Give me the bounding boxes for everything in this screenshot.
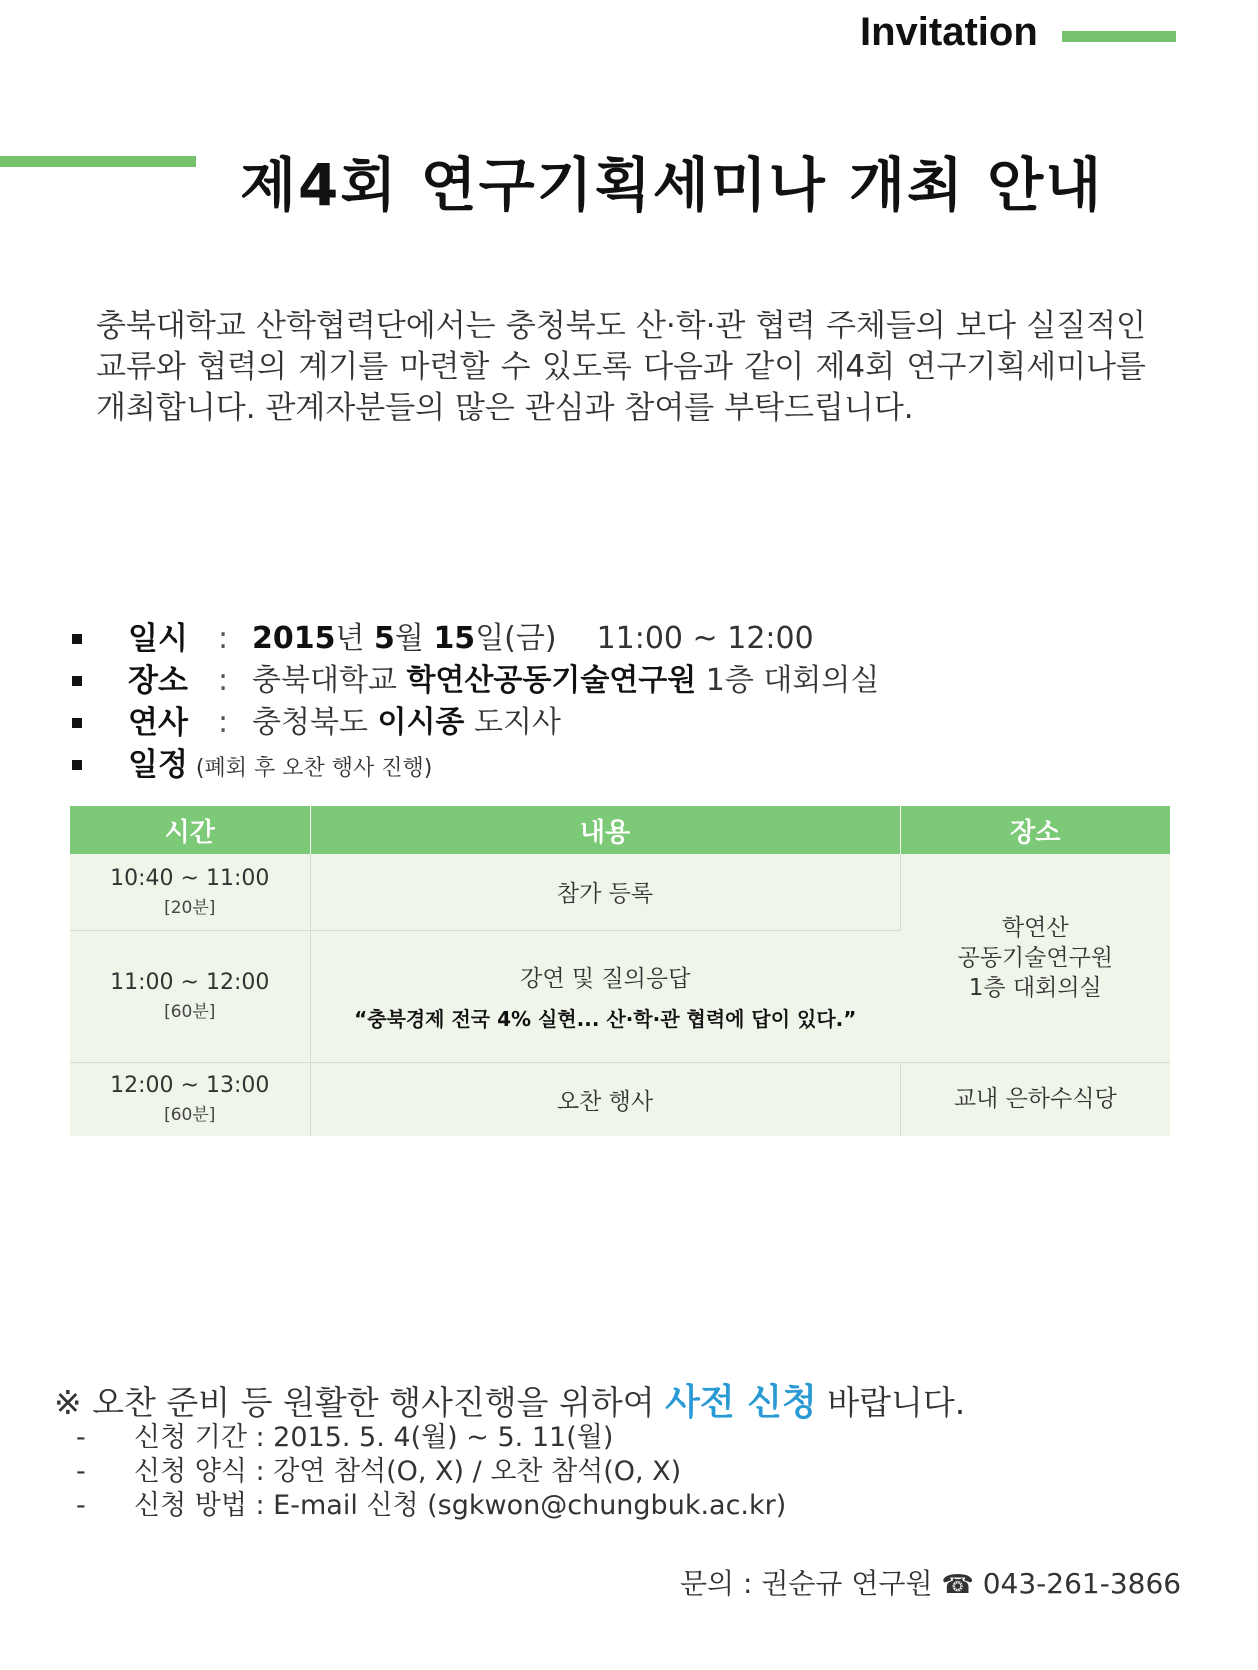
page-title: 제4회 연구기획세미나 개최 안내 xyxy=(240,151,1104,219)
invitation-label: Invitation xyxy=(860,10,1038,54)
content-cell xyxy=(310,854,900,930)
place-room: 1층 대회의실 xyxy=(696,663,880,698)
duration: [60분] xyxy=(164,1105,216,1126)
time-range: 12:00 ~ 13:00 xyxy=(110,1073,270,1099)
dash: - xyxy=(76,1456,86,1487)
schedule-table xyxy=(70,806,1170,1136)
detail-schedule xyxy=(72,744,1172,786)
year: 2015 xyxy=(252,621,336,656)
registration-period xyxy=(76,1420,1176,1456)
table-row xyxy=(70,1062,1170,1136)
month: 5 xyxy=(374,621,395,656)
place-venue: 학연산공동기술연구원 xyxy=(406,663,697,698)
place-line: 1층 대회의실 xyxy=(968,974,1102,1001)
table-row xyxy=(70,854,1170,930)
table-header-time: 시간 xyxy=(70,806,310,854)
registration-form xyxy=(76,1454,1176,1490)
speaker-org: 충청북도 xyxy=(252,705,378,740)
speaker-name: 이시종 xyxy=(377,705,465,740)
place-line: 학연산 xyxy=(1001,914,1069,941)
detail-speaker xyxy=(72,702,1172,744)
session-title: 참가 등록 xyxy=(556,881,654,908)
dash: - xyxy=(76,1422,86,1453)
phone-number: 043-261-3866 xyxy=(982,1567,1182,1600)
bullet-icon xyxy=(72,634,82,644)
detail-date xyxy=(72,618,1172,660)
session-subtitle: “충북경제 전국 4% 실현... 산·학·관 협력에 답이 있다.” xyxy=(354,1007,857,1031)
bullet-icon xyxy=(72,760,82,770)
time-range: 10:40 ~ 11:00 xyxy=(110,865,270,891)
detail-label: 장소 xyxy=(128,663,188,699)
content-cell xyxy=(310,930,900,1062)
item-text: 신청 기간 : 2015. 5. 4(월) ~ 5. 11(월) xyxy=(134,1422,614,1453)
item-text: 신청 양식 : 강연 참석(O, X) / 오찬 참석(O, X) xyxy=(134,1456,682,1487)
notice-highlight: 사전 신청 xyxy=(665,1382,817,1423)
day-unit: 일(금) xyxy=(475,621,557,656)
item-text: 신청 방법 : E-mail 신청 (sgkwon@chungbuk.ac.kr) xyxy=(134,1490,787,1521)
detail-place xyxy=(72,660,1172,702)
duration: [60분] xyxy=(164,1002,216,1022)
contact-info xyxy=(680,1562,1200,1602)
detail-label: 연사 xyxy=(128,705,188,741)
speaker-title: 도지사 xyxy=(464,705,561,740)
place-cell xyxy=(900,854,1170,1062)
time-cell xyxy=(70,1062,310,1136)
place-line: 공동기술연구원 xyxy=(957,944,1114,971)
notice-suffix: 바랍니다. xyxy=(816,1383,966,1422)
detail-colon: : xyxy=(218,621,229,656)
detail-value xyxy=(252,618,814,660)
detail-colon: : xyxy=(218,663,229,698)
title-left-accent-bar xyxy=(0,156,196,167)
table-header-row xyxy=(70,806,1170,854)
top-right-accent-bar xyxy=(1062,31,1176,42)
time-cell xyxy=(70,854,310,930)
contact-label: 문의 : 권순규 연구원 xyxy=(680,1567,933,1600)
detail-value xyxy=(252,702,561,744)
month-unit: 월 xyxy=(394,621,434,656)
detail-label xyxy=(128,744,432,790)
day: 15 xyxy=(433,621,476,656)
registration-notice xyxy=(54,1374,1204,1425)
time-cell xyxy=(70,930,310,1062)
table-header-place: 장소 xyxy=(900,806,1170,854)
time-range: 11:00 ~ 12:00 xyxy=(596,621,814,656)
detail-colon: : xyxy=(218,705,229,740)
time-range: 11:00 ~ 12:00 xyxy=(110,970,270,995)
session-title: 강연 및 질의응답 xyxy=(520,966,691,992)
schedule-note: (폐회 후 오찬 행사 진행) xyxy=(195,756,433,781)
place-prefix: 충북대학교 xyxy=(252,663,407,698)
year-unit: 년 xyxy=(335,621,375,656)
place-line: 교내 은하수식당 xyxy=(953,1086,1117,1113)
detail-value xyxy=(252,660,879,702)
phone-icon: ☎ xyxy=(941,1570,974,1600)
detail-label: 일시 xyxy=(128,621,188,657)
duration: [20분] xyxy=(164,897,216,918)
notice-prefix: ※ 오찬 준비 등 원활한 행사진행을 위하여 xyxy=(54,1383,666,1422)
event-details xyxy=(72,618,1172,786)
content-cell xyxy=(310,1062,900,1136)
table-header-content: 내용 xyxy=(310,806,900,854)
schedule-label: 일정 xyxy=(128,747,188,783)
bullet-icon xyxy=(72,676,82,686)
dash: - xyxy=(76,1490,86,1521)
session-title: 오찬 행사 xyxy=(556,1088,654,1115)
bullet-icon xyxy=(72,718,82,728)
registration-method xyxy=(76,1488,1176,1524)
place-cell xyxy=(900,1062,1170,1136)
intro-paragraph: 충북대학교 산학협력단에서는 충청북도 산·학·관 협력 주체들의 보다 실질적인 교류와 협력의 계기를 마련할 수 있도록 다음과 같이 제4회 연구기획세미나를 개최합니다. 관계자분들의 많은 관심과 참여를 부탁드립니다. xyxy=(96,308,1146,426)
